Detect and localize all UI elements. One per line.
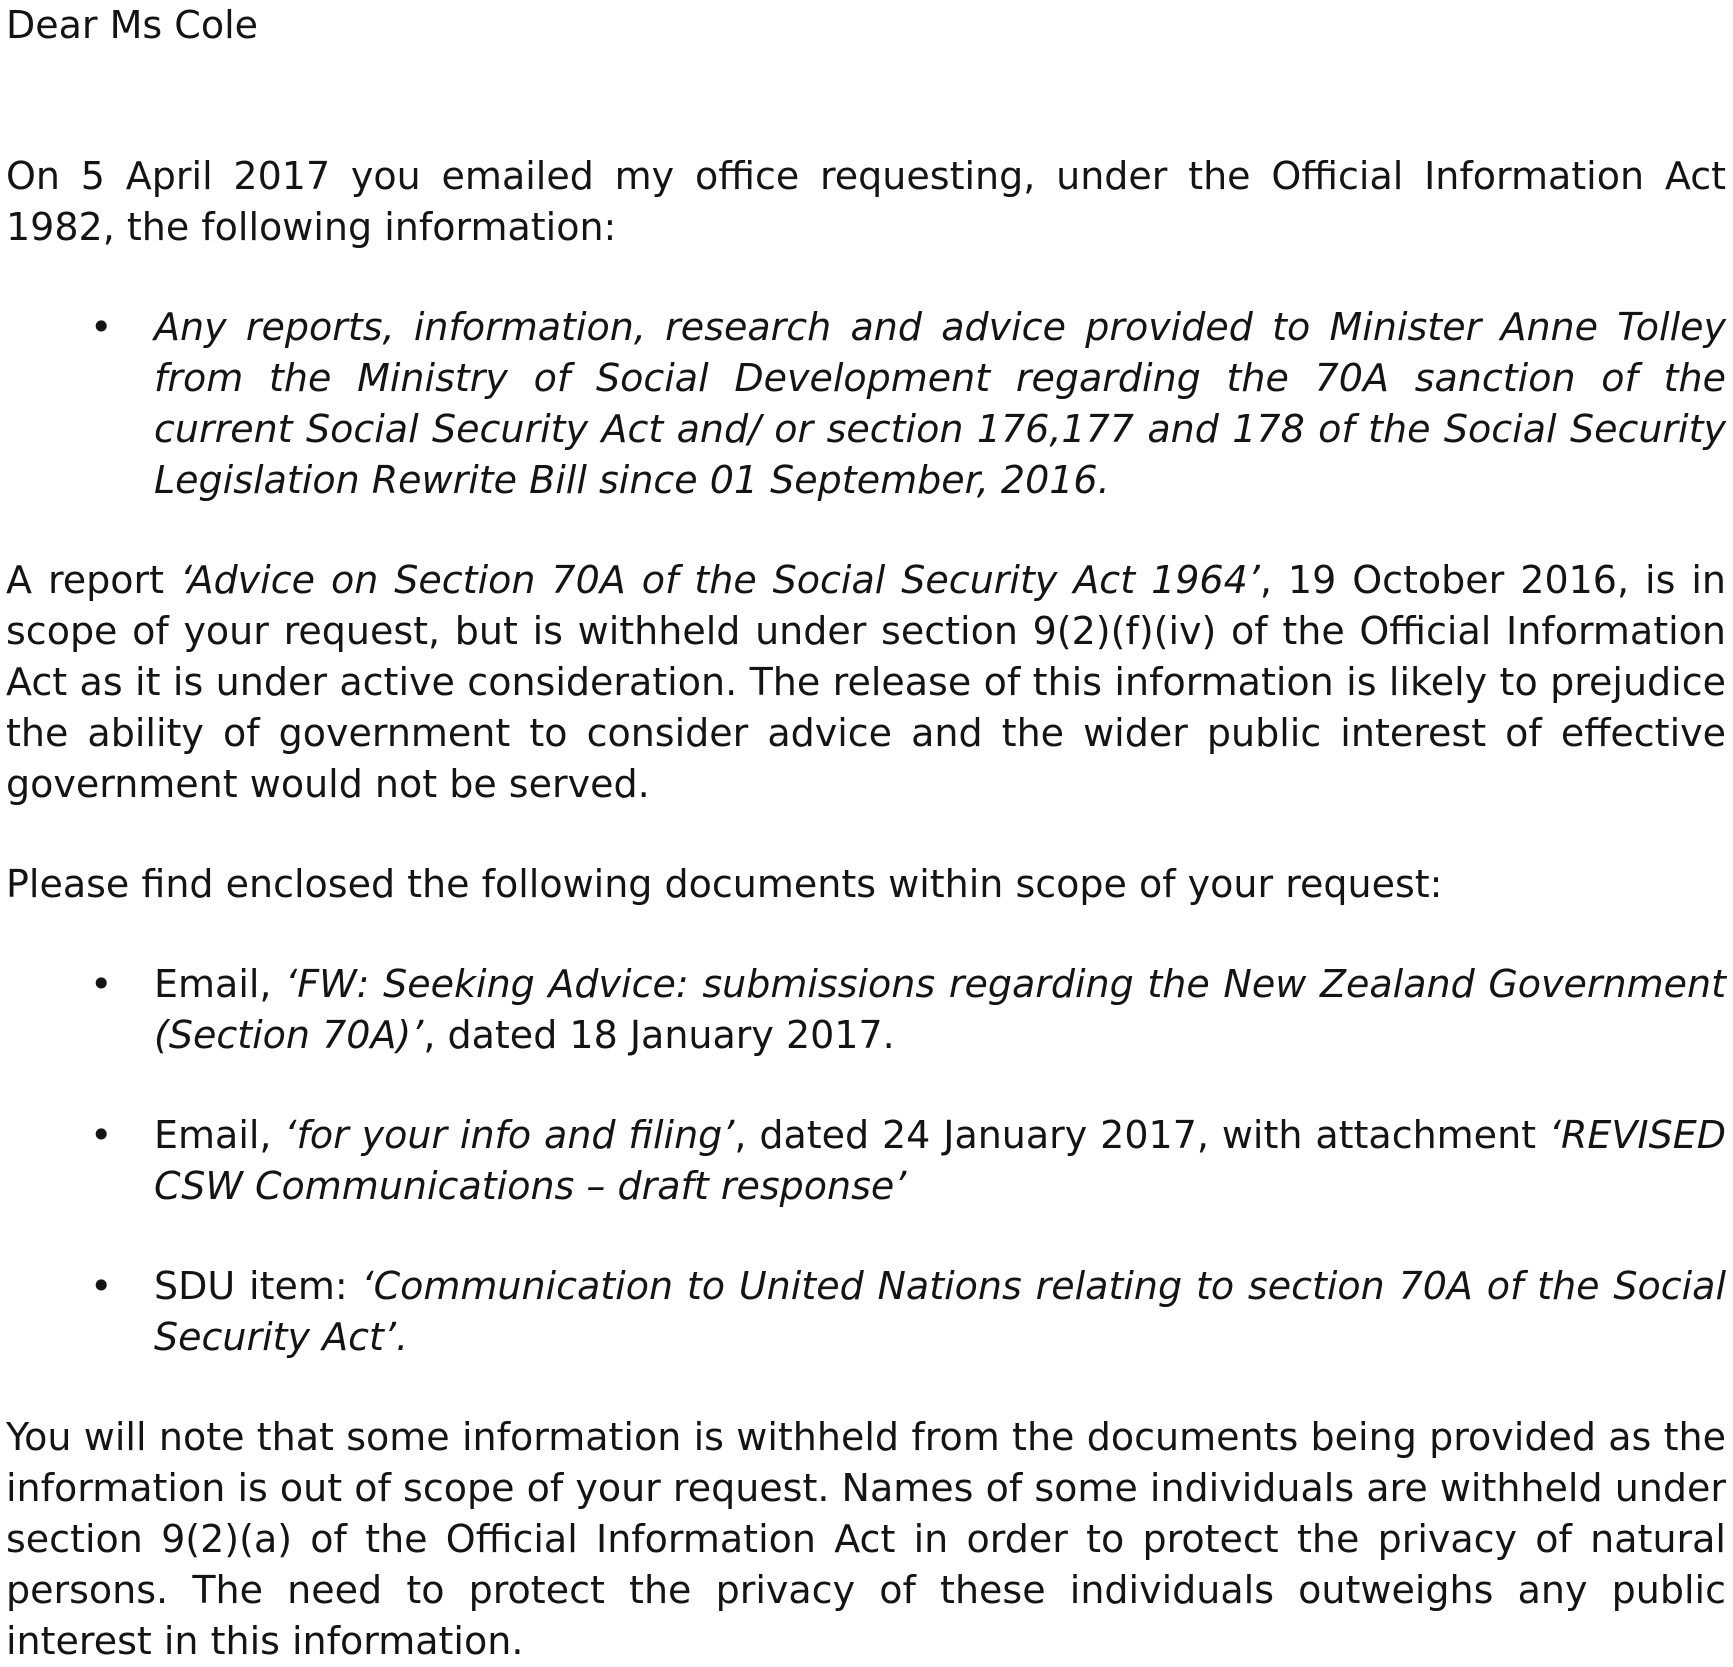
enclosed-intro: Please find enclosed the following documents within scope of your request: bbox=[6, 862, 1443, 906]
attachment-title: ‘REVISED CSW Communications – draft response’ bbox=[154, 1113, 1727, 1208]
document-suffix: , dated 24 January 2017, with attachment bbox=[734, 1113, 1549, 1157]
document-item bbox=[6, 1110, 1726, 1212]
report-rest: , 19 October 2016, is in scope of your request, but is withheld under section 9(2)(f)(iv) of the Official Information Act as it is under active consideration. The release of this information is likely to prejudice the ability of government to consider advice and the wider public interest of effective government would not be served. bbox=[6, 558, 1726, 806]
bullet-icon: • bbox=[90, 1113, 113, 1157]
closing-paragraph: You will note that some information is withheld from the documents being provided as the information is out of scope of your request. Names of some individuals are withheld under section 9(2)(a) of the Official Information Act in order to protect the privacy of natural persons. The need to protect the privacy of these individuals outweighs any public interest in this information. bbox=[6, 1415, 1726, 1663]
document-prefix: SDU item: bbox=[154, 1264, 362, 1308]
documents-list bbox=[6, 959, 1726, 1363]
letter-body bbox=[6, 0, 1726, 1667]
document-item bbox=[6, 1261, 1726, 1363]
bullet-icon: • bbox=[90, 305, 113, 349]
request-item-text: Any reports, information, research and advice provided to Minister Anne Tolley from the Ministry of Social Development regarding the 70A sanction of the current Social Security Act and/ or section 176,177 and 178 of the Social Security Legislation Rewrite Bill since 01 September, 2016. bbox=[154, 305, 1726, 502]
report-paragraph bbox=[6, 555, 1726, 810]
bullet-icon: • bbox=[90, 1264, 113, 1308]
document-title: ‘FW: Seeking Advice: submissions regarding the New Zealand Government (Section 70A)’ bbox=[154, 962, 1727, 1057]
bullet-icon: • bbox=[90, 962, 113, 1006]
document-prefix: Email, bbox=[154, 962, 286, 1006]
document-title: ‘Communication to United Nations relating to section 70A of the Social Security Act’. bbox=[154, 1264, 1727, 1359]
salutation: Dear Ms Cole bbox=[6, 3, 259, 47]
request-list-item bbox=[6, 302, 1726, 506]
document-item bbox=[6, 959, 1726, 1061]
document-suffix: , dated 18 January 2017. bbox=[423, 1013, 895, 1057]
report-prefix: A report bbox=[6, 558, 180, 602]
document-title: ‘for your info and filing’ bbox=[284, 1113, 735, 1157]
report-title: ‘Advice on Section 70A of the Social Security Act 1964’ bbox=[180, 558, 1260, 602]
document-prefix: Email, bbox=[154, 1113, 285, 1157]
intro-paragraph: On 5 April 2017 you emailed my office requesting, under the Official Information Act 1982, the following information: bbox=[6, 154, 1726, 249]
request-list bbox=[6, 302, 1726, 506]
